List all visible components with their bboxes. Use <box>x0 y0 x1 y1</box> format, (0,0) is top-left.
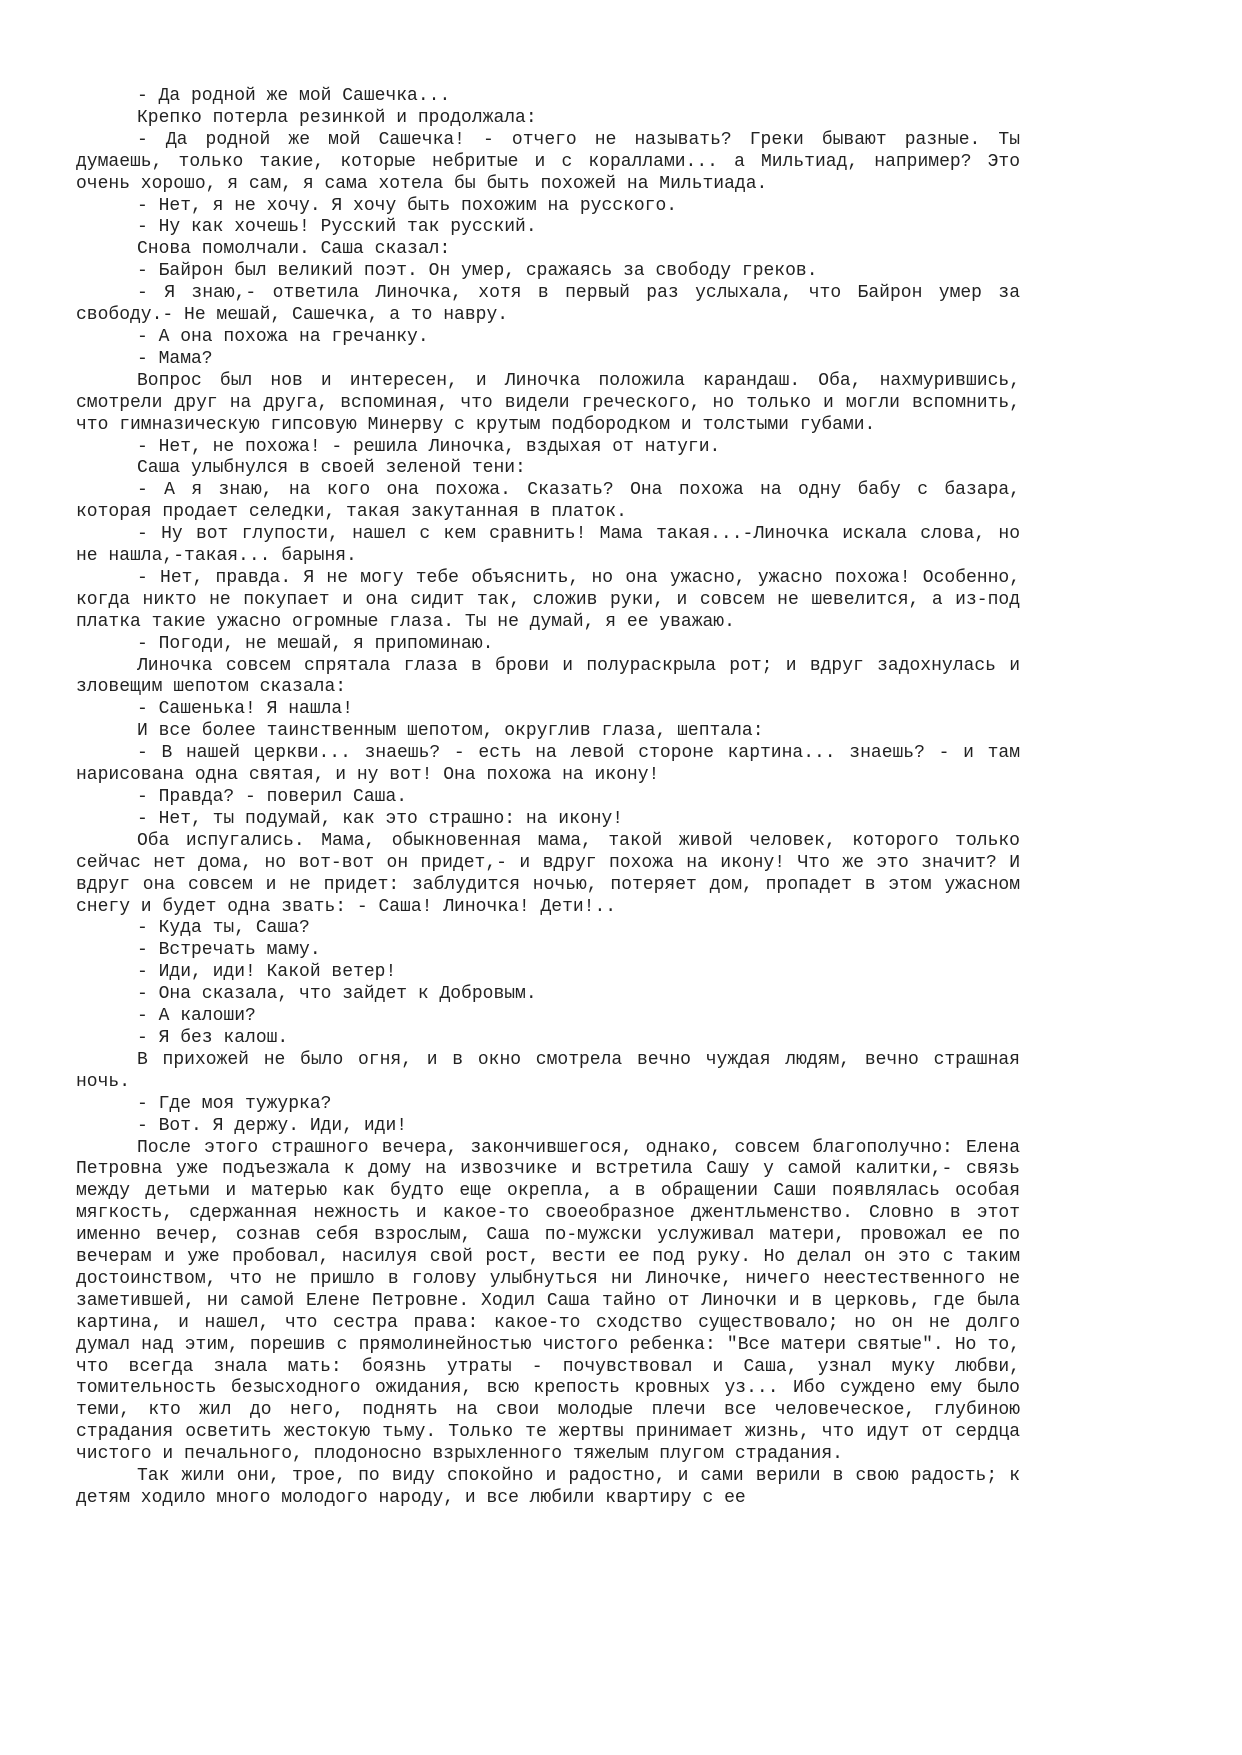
paragraph: - Куда ты, Саша? <box>137 918 310 939</box>
paragraph: - Да родной же мой Сашечка! - отчего не называть? Греки бывают разные. Ты думаешь, только такие, которые небритые и с кораллами... а Мильтиад, например? Это очень хорошо, я сам, я сама хотела бы быть похожей на Мильтиада. <box>76 129 1020 194</box>
paragraph: Оба испугались. Мама, обыкновенная мама, такой живой человек, которого только сейчас нет дома, но вот-вот он придет,- и вдруг похожа на икону! Что же это значит? И вдруг она совсем и не придет: заблудится ночью, потеряет дом, пропадет в этом ужасном снегу и будет одна звать: - Саша! Линочка! Дети!.. <box>76 830 1020 917</box>
paragraph: - Нет, ты подумай, как это страшно: на икону! <box>137 808 624 829</box>
paragraph: - Сашенька! Я нашла! <box>137 699 354 720</box>
paragraph: - Ну вот глупости, нашел с кем сравнить! Мама такая...-Линочка искала слова, но не нашла,-такая... барыня. <box>76 524 1020 567</box>
paragraph: - Нет, я не хочу. Я хочу быть похожим на русского. <box>137 195 678 216</box>
paragraph: Так жили они, трое, по виду спокойно и радостно, и сами верили в свою радость; к детям ходило много молодого народу, и все любили квартиру с ее <box>76 1466 1020 1508</box>
paragraph: - Вот. Я держу. Иди, иди! <box>137 1115 408 1136</box>
paragraph: - Встречать маму. <box>137 940 321 961</box>
paragraph: Вопрос был нов и интересен, и Линочка положила карандаш. Оба, нахмурившись, смотрели друг на друга, вспоминая, что видели греческого, но только и могли вспомнить, что гимназическую гипсовую Минерву с крутым подбородком и толстыми губами. <box>76 370 1020 435</box>
paragraph: - Она сказала, что зайдет к Добровым. <box>137 984 537 1005</box>
paragraph: - Я без калош. <box>137 1027 289 1048</box>
paragraph: - А она похожа на гречанку. <box>137 326 429 347</box>
document-text <box>76 86 1020 1510</box>
paragraph: Линочка совсем спрятала глаза в брови и полураскрыла рот; и вдруг задохнулась и зловещим шепотом сказала: <box>76 655 1020 698</box>
paragraph: В прихожей не было огня, и в окно смотрела вечно чуждая людям, вечно страшная ночь. <box>76 1049 1020 1092</box>
paragraph: - В нашей церкви... знаешь? - есть на левой стороне картина... знаешь? - и там нарисована одна святая, и ну вот! Она похожа на икону! <box>76 743 1020 786</box>
paragraph: - А калоши? <box>137 1006 256 1027</box>
paragraph: - Погоди, не мешай, я припоминаю. <box>137 633 494 654</box>
paragraph: И все более таинственным шепотом, округлив глаза, шептала: <box>137 721 764 742</box>
paragraph: - Нет, правда. Я не могу тебе объяснить, но она ужасно, ужасно похожа! Особенно, когда никто не покупает и она сидит так, сложив руки, и совсем не шевелится, а из-под платка такие ужасно огромные глаза. Ты не думай, я ее уважаю. <box>76 567 1020 632</box>
paragraph: Саша улыбнулся в своей зеленой тени: <box>137 458 526 479</box>
paragraph: - Ну как хочешь! Русский так русский. <box>137 217 537 238</box>
paragraph: - Да родной же мой Сашечка... <box>137 86 451 106</box>
paragraph: - Нет, не похожа! - решила Линочка, вздыхая от натуги. <box>137 436 721 457</box>
paragraph: Крепко потерла резинкой и продолжала: <box>137 107 537 128</box>
paragraph: - Я знаю,- ответила Линочка, хотя в первый раз услыхала, что Байрон умер за свободу.- Не мешай, Сашечка, а то навру. <box>76 283 1020 326</box>
paragraph: - Мама? <box>137 348 213 369</box>
paragraph: - Иди, иди! Какой ветер! <box>137 962 397 983</box>
paragraph: - Байрон был великий поэт. Он умер, сражаясь за свободу греков. <box>137 261 818 282</box>
paragraph: Снова помолчали. Саша сказал: <box>137 239 451 260</box>
paragraph: - Где моя тужурка? <box>137 1093 332 1114</box>
paragraph: После этого страшного вечера, закончившегося, однако, совсем благополучно: Елена Петровна уже подъезжала к дому на извозчике и встретила Сашу у самой калитки,- связь между детьми и матерью как будто еще окрепла, а в обращении Саши появлялась особая мягкость, сдержанная нежность и какое-то своеобразное джентльменство. Словно в этот именно вечер, сознав себя взрослым, Саша по-мужски услуживал матери, провожал ее по вечерам и уже пробовал, насилуя свой рост, вести ее под руку. Но делал он это с таким достоинством, что не пришло в голову улыбнуться ни Линочке, ничего неестественного не заметившей, ни самой Елене Петровне. Ходил Саша тайно от Линочки и в церковь, где была картина, и нашел, что сестра права: какое-то сходство существовало; но он не долго думал над этим, порешив с прямолинейностью чистого ребенка: "Все матери святые". Но то, что всегда знала мать: боязнь утраты - почувствовал и Саша, узнал муку любви, томительность безысходного ожидания, всю крепость кровных уз... Ибо суждено ему было теми, кто жил до него, поднять на свои молодые плечи все человеческое, глубиною страдания осветить жестокую тьму. Только те жертвы принимает жизнь, что идут от сердца чистого и печального, плодоносно взрыхленного тяжелым плугом страдания. <box>76 1137 1020 1465</box>
paragraph: - Правда? - поверил Саша. <box>137 787 408 807</box>
paragraph: - А я знаю, на кого она похожа. Сказать? Она похожа на одну бабу с базара, которая продает селедки, такая закутанная в платок. <box>76 480 1020 523</box>
